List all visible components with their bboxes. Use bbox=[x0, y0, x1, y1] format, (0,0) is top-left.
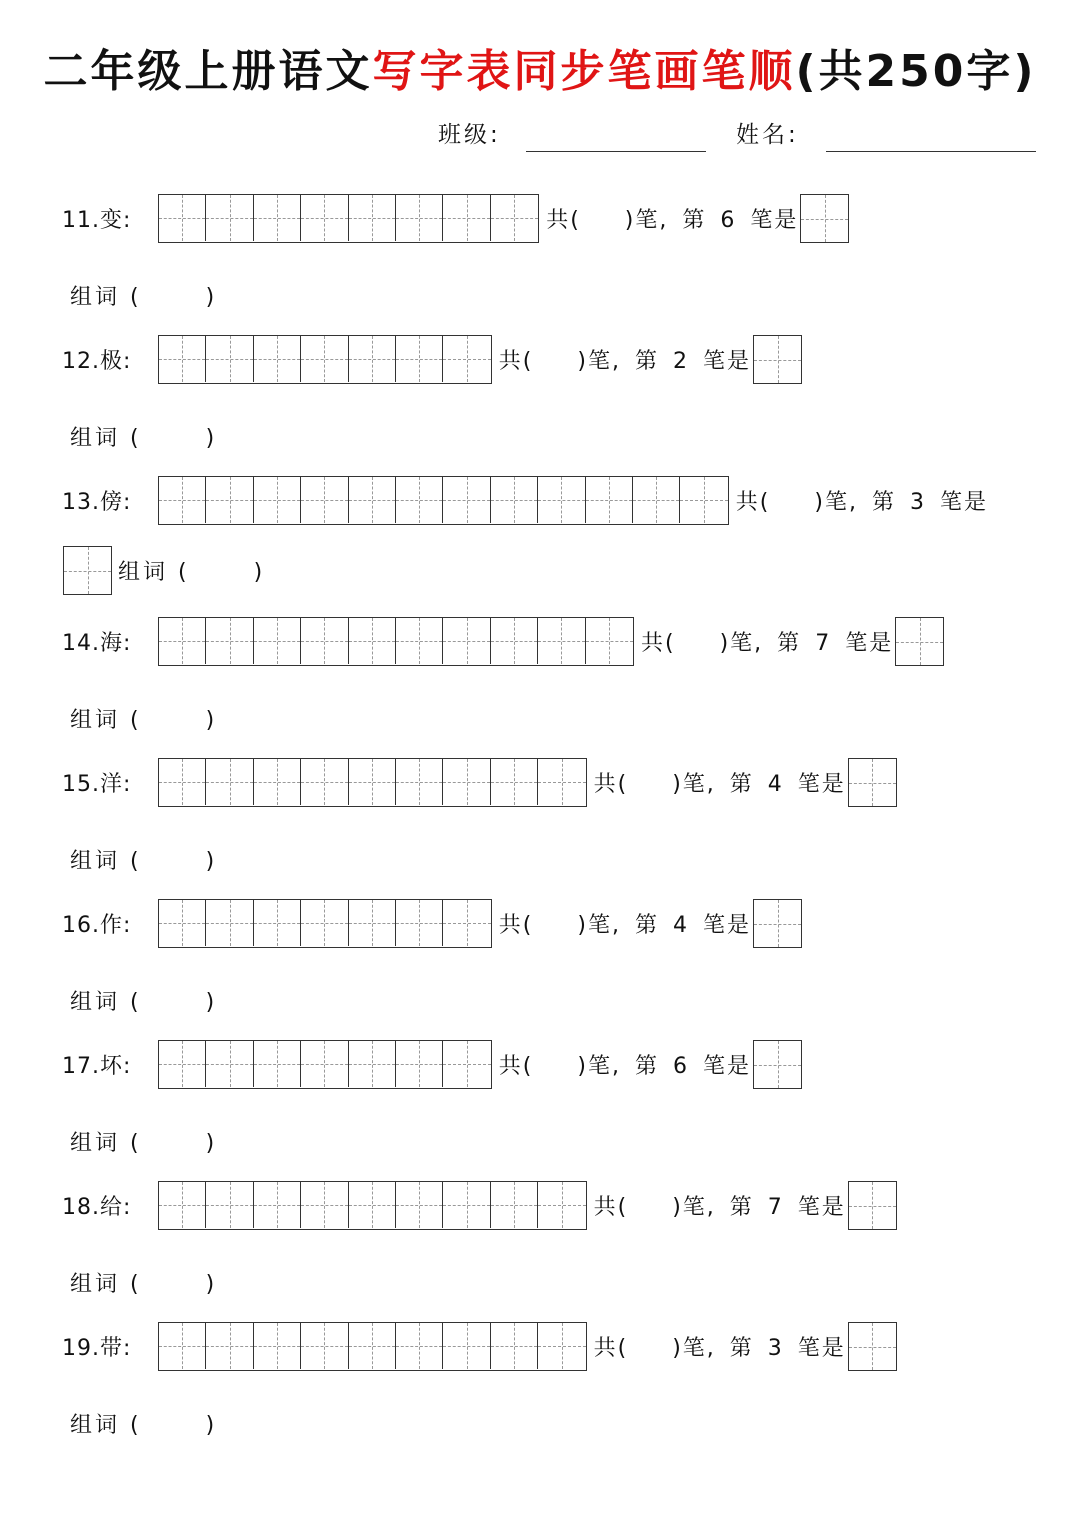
stroke-cell[interactable] bbox=[491, 1182, 538, 1228]
zuci-open-text: 组词 ( bbox=[70, 708, 142, 733]
stroke-cell[interactable] bbox=[443, 477, 490, 523]
question-number: 13. bbox=[62, 490, 100, 515]
question-label bbox=[62, 207, 131, 235]
stroke-cell[interactable] bbox=[254, 759, 301, 805]
nth-stroke-number: 6 bbox=[720, 208, 737, 233]
zuci-close-text: ) bbox=[205, 990, 218, 1015]
stroke-cell[interactable] bbox=[349, 900, 396, 946]
stroke-cell[interactable] bbox=[206, 1182, 253, 1228]
stroke-question-text bbox=[594, 771, 846, 799]
stroke-cell[interactable] bbox=[443, 195, 490, 241]
stroke-cell[interactable] bbox=[206, 477, 253, 523]
question-number: 16. bbox=[62, 913, 100, 938]
stroke-cell[interactable] bbox=[396, 336, 443, 382]
stroke-cell[interactable] bbox=[443, 1323, 490, 1369]
stroke-cell[interactable] bbox=[349, 1323, 396, 1369]
question-row bbox=[0, 1181, 1080, 1231]
question-number: 17. bbox=[62, 1054, 100, 1079]
question-label bbox=[62, 771, 131, 799]
question-number: 12. bbox=[62, 349, 100, 374]
question-number: 19. bbox=[62, 1336, 100, 1361]
zuci-close-text: ) bbox=[205, 1131, 218, 1156]
stroke-cell[interactable] bbox=[206, 336, 253, 382]
stroke-cell[interactable] bbox=[349, 336, 396, 382]
total-close-text: )笔, bbox=[719, 631, 764, 656]
answer-stroke-box[interactable] bbox=[63, 546, 112, 595]
stroke-cell[interactable] bbox=[301, 759, 348, 805]
di-text: 第 bbox=[871, 490, 896, 515]
stroke-order-grid[interactable] bbox=[158, 617, 634, 666]
total-close-text: )笔, bbox=[624, 208, 669, 233]
stroke-cell[interactable] bbox=[301, 1323, 348, 1369]
stroke-cell[interactable] bbox=[301, 900, 348, 946]
di-text: 第 bbox=[729, 1336, 754, 1361]
zuci-line[interactable] bbox=[70, 707, 217, 735]
question-character: 给: bbox=[100, 1195, 132, 1220]
total-open-text: 共( bbox=[593, 772, 629, 797]
question-number: 15. bbox=[62, 772, 100, 797]
zuci-close-text: ) bbox=[205, 285, 218, 310]
total-open-text: 共( bbox=[641, 631, 676, 656]
question-label bbox=[62, 630, 131, 658]
zuci-line[interactable] bbox=[70, 1271, 217, 1299]
question-row bbox=[0, 899, 1080, 949]
answer-stroke-box[interactable] bbox=[848, 1322, 897, 1371]
question-label bbox=[62, 1335, 131, 1363]
stroke-cell[interactable] bbox=[443, 618, 490, 664]
question-row bbox=[0, 335, 1080, 385]
zuci-close-text: ) bbox=[205, 849, 218, 874]
answer-stroke-box[interactable] bbox=[753, 335, 802, 384]
total-open-text: 共( bbox=[498, 349, 534, 374]
name-line-wrap[interactable] bbox=[826, 120, 1036, 160]
class-blank-line[interactable] bbox=[526, 151, 706, 152]
stroke-cell[interactable] bbox=[206, 618, 253, 664]
di-text: 第 bbox=[777, 631, 802, 656]
stroke-cell[interactable] bbox=[443, 759, 490, 805]
stroke-order-grid[interactable] bbox=[158, 758, 587, 807]
stroke-order-grid[interactable] bbox=[158, 899, 492, 948]
total-open-text: 共( bbox=[593, 1336, 629, 1361]
stroke-cell[interactable] bbox=[159, 336, 206, 382]
question-label bbox=[62, 489, 131, 517]
stroke-cell[interactable] bbox=[301, 336, 348, 382]
stroke-question-text bbox=[499, 348, 751, 376]
zuci-close-text: ) bbox=[205, 1272, 218, 1297]
stroke-cell[interactable] bbox=[538, 477, 585, 523]
stroke-cell[interactable] bbox=[491, 195, 538, 241]
question-character: 作: bbox=[100, 913, 132, 938]
stroke-cell[interactable] bbox=[159, 195, 206, 241]
stroke-cell[interactable] bbox=[159, 1041, 206, 1087]
nth-stroke-number: 6 bbox=[672, 1054, 689, 1079]
di-text: 第 bbox=[634, 1054, 659, 1079]
total-close-text: )笔, bbox=[672, 772, 716, 797]
stroke-cell[interactable] bbox=[491, 477, 538, 523]
stroke-cell[interactable] bbox=[633, 477, 680, 523]
question-row bbox=[0, 758, 1080, 808]
stroke-order-grid[interactable] bbox=[158, 1181, 587, 1230]
stroke-cell[interactable] bbox=[396, 618, 443, 664]
bi-shi-text: 笔是 bbox=[797, 772, 846, 797]
question-row bbox=[0, 476, 1080, 526]
stroke-question-text bbox=[594, 1335, 846, 1363]
total-open-text: 共( bbox=[498, 913, 534, 938]
class-field bbox=[438, 120, 501, 160]
stroke-cell[interactable] bbox=[396, 477, 443, 523]
di-text: 第 bbox=[634, 349, 659, 374]
zuci-line[interactable] bbox=[70, 989, 217, 1017]
question-character: 坏: bbox=[100, 1054, 132, 1079]
zuci-open-text: 组词 ( bbox=[70, 1413, 142, 1438]
stroke-cell[interactable] bbox=[586, 477, 633, 523]
stroke-cell[interactable] bbox=[206, 1041, 253, 1087]
bi-shi-text: 笔是 bbox=[939, 490, 988, 515]
question-number: 11. bbox=[62, 208, 100, 233]
stroke-cell[interactable] bbox=[349, 618, 396, 664]
class-line-wrap[interactable] bbox=[526, 120, 706, 160]
stroke-cell[interactable] bbox=[206, 1323, 253, 1369]
stroke-cell[interactable] bbox=[443, 336, 490, 382]
stroke-order-grid[interactable] bbox=[158, 194, 539, 243]
stroke-cell[interactable] bbox=[301, 618, 348, 664]
total-open-text: 共( bbox=[735, 490, 771, 515]
zuci-line[interactable] bbox=[118, 559, 265, 587]
stroke-cell[interactable] bbox=[396, 759, 443, 805]
zuci-open-text: 组词 ( bbox=[70, 426, 142, 451]
answer-stroke-box[interactable] bbox=[753, 1040, 802, 1089]
stroke-cell[interactable] bbox=[159, 477, 206, 523]
stroke-cell[interactable] bbox=[349, 195, 396, 241]
stroke-cell[interactable] bbox=[443, 900, 490, 946]
stroke-cell[interactable] bbox=[396, 900, 443, 946]
di-text: 第 bbox=[729, 1195, 754, 1220]
stroke-cell[interactable] bbox=[396, 1041, 443, 1087]
stroke-cell[interactable] bbox=[443, 1041, 490, 1087]
zuci-open-text: 组词 ( bbox=[70, 285, 142, 310]
stroke-cell[interactable] bbox=[254, 195, 301, 241]
zuci-line[interactable] bbox=[70, 425, 217, 453]
title-suffix: (共250字) bbox=[795, 46, 1037, 97]
stroke-cell[interactable] bbox=[254, 1323, 301, 1369]
nth-stroke-number: 7 bbox=[767, 1195, 784, 1220]
stroke-question-text bbox=[499, 1053, 751, 1081]
stroke-cell[interactable] bbox=[159, 900, 206, 946]
di-text: 第 bbox=[682, 208, 707, 233]
question-number: 14. bbox=[62, 631, 100, 656]
nth-stroke-number: 2 bbox=[672, 349, 689, 374]
total-open-text: 共( bbox=[593, 1195, 629, 1220]
question-number: 18. bbox=[62, 1195, 100, 1220]
stroke-cell[interactable] bbox=[491, 1323, 538, 1369]
question-label bbox=[62, 912, 131, 940]
question-character: 极: bbox=[100, 349, 132, 374]
zuci-line[interactable] bbox=[70, 848, 217, 876]
stroke-question-text bbox=[736, 489, 988, 517]
nth-stroke-number: 3 bbox=[909, 490, 926, 515]
stroke-cell[interactable] bbox=[206, 759, 253, 805]
nth-stroke-number: 4 bbox=[672, 913, 689, 938]
stroke-order-grid[interactable] bbox=[158, 476, 729, 525]
stroke-cell[interactable] bbox=[301, 195, 348, 241]
question-character: 变: bbox=[100, 208, 132, 233]
question-character: 海: bbox=[100, 631, 132, 656]
stroke-cell[interactable] bbox=[349, 1041, 396, 1087]
zuci-close-text: ) bbox=[253, 560, 266, 585]
zuci-open-text: 组词 ( bbox=[70, 1272, 142, 1297]
name-label: 姓名: bbox=[736, 122, 799, 148]
answer-stroke-box[interactable] bbox=[848, 758, 897, 807]
question-row bbox=[0, 617, 1080, 667]
nth-stroke-number: 4 bbox=[767, 772, 784, 797]
bi-shi-text: 笔是 bbox=[702, 1054, 751, 1079]
total-close-text: )笔, bbox=[577, 1054, 621, 1079]
question-character: 带: bbox=[100, 1336, 132, 1361]
di-text: 第 bbox=[729, 772, 754, 797]
total-close-text: )笔, bbox=[672, 1336, 716, 1361]
title-black-part: 二年级上册语文 bbox=[43, 46, 373, 97]
answer-stroke-box[interactable] bbox=[895, 617, 944, 666]
stroke-cell[interactable] bbox=[396, 195, 443, 241]
zuci-open-text: 组词 ( bbox=[118, 560, 190, 585]
total-close-text: )笔, bbox=[577, 913, 621, 938]
stroke-cell[interactable] bbox=[443, 1182, 490, 1228]
stroke-cell[interactable] bbox=[349, 477, 396, 523]
stroke-cell[interactable] bbox=[396, 1182, 443, 1228]
answer-stroke-box[interactable] bbox=[753, 899, 802, 948]
stroke-question-text bbox=[594, 1194, 846, 1222]
question-label bbox=[62, 1053, 131, 1081]
stroke-cell[interactable] bbox=[254, 1182, 301, 1228]
bi-shi-text: 笔是 bbox=[702, 349, 751, 374]
stroke-cell[interactable] bbox=[159, 1323, 206, 1369]
stroke-order-grid[interactable] bbox=[158, 1322, 587, 1371]
question-label bbox=[62, 348, 131, 376]
answer-stroke-box[interactable] bbox=[848, 1181, 897, 1230]
question-character: 洋: bbox=[100, 772, 132, 797]
nth-stroke-number: 3 bbox=[767, 1336, 784, 1361]
zuci-close-text: ) bbox=[205, 1413, 218, 1438]
name-blank-line[interactable] bbox=[826, 151, 1036, 152]
zuci-open-text: 组词 ( bbox=[70, 849, 142, 874]
question-row bbox=[0, 1322, 1080, 1372]
total-close-text: )笔, bbox=[814, 490, 858, 515]
stroke-question-text bbox=[641, 630, 893, 658]
nth-stroke-number: 7 bbox=[815, 631, 832, 656]
stroke-cell[interactable] bbox=[396, 1323, 443, 1369]
class-label: 班级: bbox=[438, 122, 501, 148]
stroke-cell[interactable] bbox=[254, 1041, 301, 1087]
bi-shi-text: 笔是 bbox=[797, 1195, 846, 1220]
stroke-cell[interactable] bbox=[254, 618, 301, 664]
stroke-cell[interactable] bbox=[538, 1323, 585, 1369]
stroke-cell[interactable] bbox=[159, 759, 206, 805]
question-row bbox=[0, 194, 1080, 244]
stroke-cell[interactable] bbox=[538, 1182, 585, 1228]
zuci-open-text: 组词 ( bbox=[70, 990, 142, 1015]
total-close-text: )笔, bbox=[577, 349, 621, 374]
stroke-cell[interactable] bbox=[349, 1182, 396, 1228]
stroke-cell[interactable] bbox=[159, 1182, 206, 1228]
stroke-question-text bbox=[499, 912, 751, 940]
stroke-cell[interactable] bbox=[680, 477, 727, 523]
bi-shi-text: 笔是 bbox=[845, 631, 894, 656]
stroke-cell[interactable] bbox=[538, 759, 585, 805]
name-field bbox=[736, 120, 799, 160]
zuci-open-text: 组词 ( bbox=[70, 1131, 142, 1156]
zuci-line[interactable] bbox=[70, 284, 217, 312]
di-text: 第 bbox=[634, 913, 659, 938]
zuci-line[interactable] bbox=[70, 1412, 217, 1440]
stroke-cell[interactable] bbox=[254, 336, 301, 382]
stroke-cell[interactable] bbox=[301, 477, 348, 523]
question-label bbox=[62, 1194, 131, 1222]
stroke-cell[interactable] bbox=[491, 759, 538, 805]
zuci-close-text: ) bbox=[205, 708, 218, 733]
stroke-cell[interactable] bbox=[586, 618, 633, 664]
zuci-close-text: ) bbox=[205, 426, 218, 451]
question-character: 傍: bbox=[100, 490, 132, 515]
question-row bbox=[0, 1040, 1080, 1090]
bi-shi-text: 笔是 bbox=[750, 208, 799, 233]
title-red-part: 写字表同步笔画笔顺 bbox=[372, 46, 796, 97]
stroke-cell[interactable] bbox=[301, 1041, 348, 1087]
stroke-cell[interactable] bbox=[159, 618, 206, 664]
stroke-cell[interactable] bbox=[254, 477, 301, 523]
total-close-text: )笔, bbox=[672, 1195, 716, 1220]
stroke-question-text bbox=[546, 207, 798, 235]
bi-shi-text: 笔是 bbox=[797, 1336, 846, 1361]
answer-stroke-box[interactable] bbox=[800, 194, 849, 243]
stroke-cell[interactable] bbox=[206, 900, 253, 946]
stroke-cell[interactable] bbox=[206, 195, 253, 241]
stroke-order-grid[interactable] bbox=[158, 1040, 492, 1089]
total-open-text: 共( bbox=[546, 208, 581, 233]
stroke-cell[interactable] bbox=[254, 900, 301, 946]
stroke-order-grid[interactable] bbox=[158, 335, 492, 384]
total-open-text: 共( bbox=[498, 1054, 534, 1079]
page-title bbox=[0, 40, 1080, 104]
stroke-cell[interactable] bbox=[538, 618, 585, 664]
stroke-cell[interactable] bbox=[301, 1182, 348, 1228]
zuci-line[interactable] bbox=[70, 1130, 217, 1158]
stroke-cell[interactable] bbox=[491, 618, 538, 664]
stroke-cell[interactable] bbox=[349, 759, 396, 805]
bi-shi-text: 笔是 bbox=[702, 913, 751, 938]
